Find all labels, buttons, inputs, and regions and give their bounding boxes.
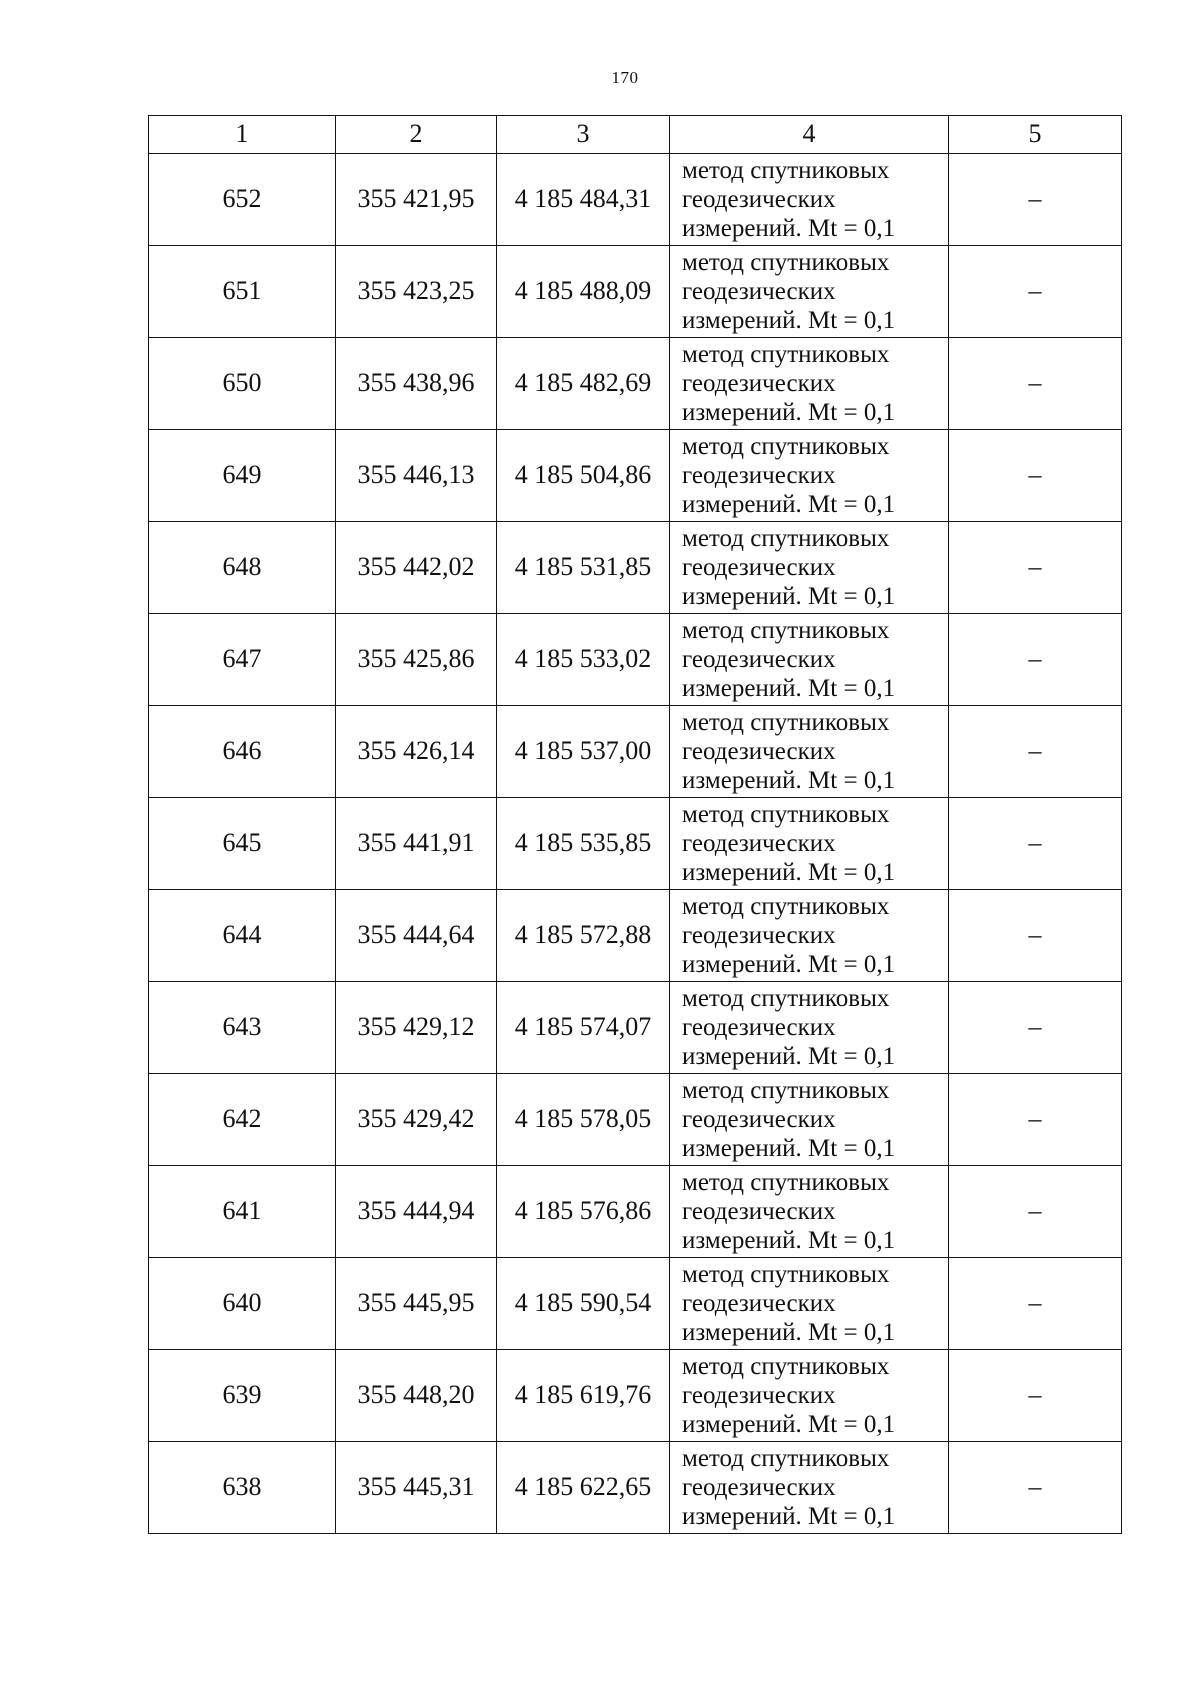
col5-cell: – [949, 430, 1122, 522]
point-number-cell: 647 [149, 614, 336, 706]
method-line-2: геодезических [682, 1198, 836, 1225]
method-cell [670, 890, 949, 982]
table-row [149, 890, 1122, 982]
method-line-2: геодезических [682, 830, 836, 857]
method-line-2: геодезических [682, 462, 836, 489]
header-col-3: 3 [497, 116, 670, 154]
x-coordinate-cell: 355 429,12 [336, 982, 497, 1074]
point-number-cell: 641 [149, 1166, 336, 1258]
point-number-cell: 640 [149, 1258, 336, 1350]
col5-cell: – [949, 982, 1122, 1074]
y-coordinate-cell: 4 185 576,86 [497, 1166, 670, 1258]
x-coordinate-cell: 355 426,14 [336, 706, 497, 798]
method-line-2: геодезических [682, 554, 836, 581]
table-row [149, 1350, 1122, 1442]
header-col-5: 5 [949, 116, 1122, 154]
method-line-2: геодезических [682, 1474, 836, 1501]
table-row [149, 338, 1122, 430]
table-row [149, 614, 1122, 706]
col5-cell: – [949, 1350, 1122, 1442]
x-coordinate-cell: 355 446,13 [336, 430, 497, 522]
point-number-cell: 642 [149, 1074, 336, 1166]
col5-cell: – [949, 1258, 1122, 1350]
y-coordinate-cell: 4 185 533,02 [497, 614, 670, 706]
x-coordinate-cell: 355 444,64 [336, 890, 497, 982]
method-line-1: метод спутниковых [682, 1077, 890, 1104]
page-number: 170 [611, 68, 639, 87]
col5-cell: – [949, 338, 1122, 430]
table-row [149, 1166, 1122, 1258]
method-cell [670, 1166, 949, 1258]
point-number-cell: 644 [149, 890, 336, 982]
method-line-2: геодезических [682, 1106, 836, 1133]
x-coordinate-cell: 355 441,91 [336, 798, 497, 890]
table-row [149, 1442, 1122, 1534]
method-line-2: геодезических [682, 1290, 836, 1317]
x-coordinate-cell: 355 445,31 [336, 1442, 497, 1534]
x-coordinate-cell: 355 438,96 [336, 338, 497, 430]
coordinates-table [148, 115, 1121, 1534]
point-number-cell: 646 [149, 706, 336, 798]
y-coordinate-cell: 4 185 572,88 [497, 890, 670, 982]
method-cell [670, 982, 949, 1074]
method-line-3: измерений. Mt = 0,1 [682, 767, 896, 794]
method-line-1: метод спутниковых [682, 1353, 890, 1380]
point-number-cell: 639 [149, 1350, 336, 1442]
method-line-3: измерений. Mt = 0,1 [682, 675, 896, 702]
col5-cell: – [949, 522, 1122, 614]
method-cell [670, 430, 949, 522]
point-number-cell: 652 [149, 154, 336, 246]
x-coordinate-cell: 355 423,25 [336, 246, 497, 338]
method-line-1: метод спутниковых [682, 341, 890, 368]
method-line-1: метод спутниковых [682, 1261, 890, 1288]
method-cell [670, 154, 949, 246]
method-line-3: измерений. Mt = 0,1 [682, 1319, 896, 1346]
method-line-3: измерений. Mt = 0,1 [682, 1227, 896, 1254]
method-cell [670, 1074, 949, 1166]
method-line-3: измерений. Mt = 0,1 [682, 951, 896, 978]
y-coordinate-cell: 4 185 488,09 [497, 246, 670, 338]
method-line-1: метод спутниковых [682, 985, 890, 1012]
method-line-3: измерений. Mt = 0,1 [682, 1503, 896, 1530]
point-number-cell: 643 [149, 982, 336, 1074]
point-number-cell: 638 [149, 1442, 336, 1534]
method-line-1: метод спутниковых [682, 617, 890, 644]
col5-cell: – [949, 246, 1122, 338]
x-coordinate-cell: 355 444,94 [336, 1166, 497, 1258]
x-coordinate-cell: 355 448,20 [336, 1350, 497, 1442]
y-coordinate-cell: 4 185 619,76 [497, 1350, 670, 1442]
col5-cell: – [949, 706, 1122, 798]
y-coordinate-cell: 4 185 504,86 [497, 430, 670, 522]
header-col-4: 4 [670, 116, 949, 154]
point-number-cell: 651 [149, 246, 336, 338]
point-number-cell: 650 [149, 338, 336, 430]
method-line-2: геодезических [682, 738, 836, 765]
table-row [149, 1074, 1122, 1166]
method-line-2: геодезических [682, 1382, 836, 1409]
method-line-2: геодезических [682, 1014, 836, 1041]
table-row [149, 1258, 1122, 1350]
table-row [149, 706, 1122, 798]
method-cell [670, 246, 949, 338]
point-number-cell: 645 [149, 798, 336, 890]
coordinates-table-grid [148, 115, 1122, 1534]
x-coordinate-cell: 355 425,86 [336, 614, 497, 706]
method-line-2: геодезических [682, 370, 836, 397]
x-coordinate-cell: 355 421,95 [336, 154, 497, 246]
header-col-1: 1 [149, 116, 336, 154]
method-cell [670, 1442, 949, 1534]
method-line-3: измерений. Mt = 0,1 [682, 307, 896, 334]
method-line-2: геодезических [682, 186, 836, 213]
method-cell [670, 798, 949, 890]
table-row [149, 982, 1122, 1074]
method-line-1: метод спутниковых [682, 433, 890, 460]
method-line-2: геодезических [682, 646, 836, 673]
col5-cell: – [949, 1166, 1122, 1258]
header-col-2: 2 [336, 116, 497, 154]
method-line-3: измерений. Mt = 0,1 [682, 491, 896, 518]
x-coordinate-cell: 355 445,95 [336, 1258, 497, 1350]
table-row [149, 154, 1122, 246]
method-line-3: измерений. Mt = 0,1 [682, 583, 896, 610]
method-line-3: измерений. Mt = 0,1 [682, 399, 896, 426]
method-cell [670, 338, 949, 430]
method-line-2: геодезических [682, 922, 836, 949]
y-coordinate-cell: 4 185 590,54 [497, 1258, 670, 1350]
method-line-3: измерений. Mt = 0,1 [682, 859, 896, 886]
table-row [149, 430, 1122, 522]
col5-cell: – [949, 798, 1122, 890]
table-row [149, 798, 1122, 890]
y-coordinate-cell: 4 185 537,00 [497, 706, 670, 798]
table-row [149, 522, 1122, 614]
col5-cell: – [949, 614, 1122, 706]
col5-cell: – [949, 1442, 1122, 1534]
method-line-1: метод спутниковых [682, 1445, 890, 1472]
method-line-3: измерений. Mt = 0,1 [682, 215, 896, 242]
col5-cell: – [949, 154, 1122, 246]
point-number-cell: 648 [149, 522, 336, 614]
y-coordinate-cell: 4 185 622,65 [497, 1442, 670, 1534]
y-coordinate-cell: 4 185 531,85 [497, 522, 670, 614]
y-coordinate-cell: 4 185 484,31 [497, 154, 670, 246]
method-line-3: измерений. Mt = 0,1 [682, 1135, 896, 1162]
method-line-1: метод спутниковых [682, 1169, 890, 1196]
method-line-3: измерений. Mt = 0,1 [682, 1411, 896, 1438]
y-coordinate-cell: 4 185 535,85 [497, 798, 670, 890]
method-cell [670, 522, 949, 614]
y-coordinate-cell: 4 185 578,05 [497, 1074, 670, 1166]
y-coordinate-cell: 4 185 574,07 [497, 982, 670, 1074]
col5-cell: – [949, 890, 1122, 982]
method-cell [670, 614, 949, 706]
y-coordinate-cell: 4 185 482,69 [497, 338, 670, 430]
method-line-1: метод спутниковых [682, 801, 890, 828]
method-cell [670, 1350, 949, 1442]
table-row [149, 246, 1122, 338]
point-number-cell: 649 [149, 430, 336, 522]
method-line-1: метод спутниковых [682, 525, 890, 552]
x-coordinate-cell: 355 442,02 [336, 522, 497, 614]
x-coordinate-cell: 355 429,42 [336, 1074, 497, 1166]
method-line-1: метод спутниковых [682, 157, 890, 184]
method-line-2: геодезических [682, 278, 836, 305]
method-line-1: метод спутниковых [682, 249, 890, 276]
method-line-1: метод спутниковых [682, 709, 890, 736]
method-cell [670, 706, 949, 798]
table-header-row [149, 116, 1122, 154]
method-line-3: измерений. Mt = 0,1 [682, 1043, 896, 1070]
method-cell [670, 1258, 949, 1350]
table-body [149, 116, 1122, 1534]
method-line-1: метод спутниковых [682, 893, 890, 920]
col5-cell: – [949, 1074, 1122, 1166]
